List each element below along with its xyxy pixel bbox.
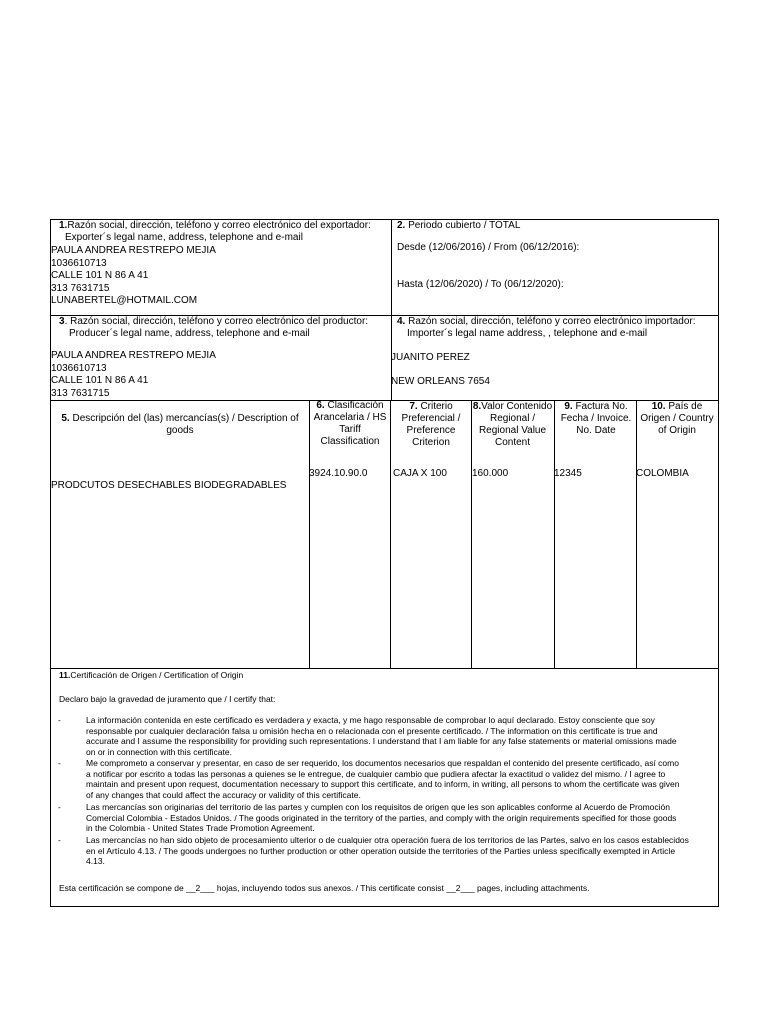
bullet-dash: -: [58, 802, 61, 812]
divider: [309, 400, 310, 668]
divider: [636, 400, 637, 668]
producer-title: [59, 316, 368, 329]
country-of-origin: COLOMBIA: [636, 468, 689, 479]
label: Certificación de Origen / Certification of Origin: [70, 670, 244, 680]
col-header-description: [53, 413, 307, 437]
producer-phone: 313 7631715: [51, 387, 110, 399]
producer-name: PAULA ANDREA RESTREPO MEJIA: [51, 350, 216, 361]
col-header-hs-classification: [311, 400, 389, 448]
importer-title-en: Importer´s legal name address, , telephone and e-mail: [407, 328, 648, 339]
box-number: 8.: [472, 401, 482, 412]
box-number: 10.: [651, 401, 666, 412]
bullet-dash: -: [58, 715, 61, 725]
box-number: 5.: [61, 413, 70, 424]
col-header-invoice: [559, 401, 633, 437]
box-number: 1.: [59, 220, 68, 231]
invoice-number: 12345: [554, 468, 582, 479]
certificate-of-origin-form: [50, 219, 719, 907]
certification-declaration: Declaro bajo la gravedad de juramento que / I certify that:: [59, 694, 276, 704]
statement-line: en el Artículo 4.13. / The goods undergoes no further production or other operation outside the territories of the Parties unless specifically exempted in Article: [86, 845, 676, 856]
label: Clasificación Arancelaria / HS Tariff Classification: [313, 400, 387, 447]
statement-line: a notificar por escrito a todas las personas a quienes se le entregue, de cualquier cambio que pudiera afectar la exactitud o validez del mismo. / I agree to: [86, 768, 666, 779]
box-number: 2.: [397, 220, 406, 231]
statement-line: Las mercancías no han sido objeto de procesamiento ulterior o de cualquier otra operación fuera de los territorios de las Partes, salvo en los casos establecidos: [86, 835, 689, 845]
period-title: [397, 220, 520, 233]
statement-line: on or in connection with this certificate.: [86, 746, 232, 757]
exporter-phone: 313 7631715: [51, 282, 110, 294]
exporter-title-en: Exporter´s legal name, address, telephone and e-mail: [65, 232, 303, 243]
box-number: 3: [59, 316, 65, 327]
period-from: Desde (12/06/2016) / From (06/12/2016):: [397, 242, 580, 253]
statement-line: of any changes that could affect the accuracy or validity of this certificate.: [86, 789, 361, 800]
exporter-email: LUNABERTEL@HOTMAIL.COM: [51, 295, 198, 307]
producer-address: CALLE 101 N 86 A 41: [51, 375, 149, 387]
label: Factura No. Fecha / Invoice. No. Date: [560, 401, 632, 436]
exporter-address: CALLE 101 N 86 A 41: [51, 270, 149, 282]
box-number: 7.: [409, 401, 418, 412]
divider: [554, 400, 555, 668]
divider: [390, 400, 391, 668]
producer-title-en: Producer´s legal name, address, telephone and e-mail: [69, 328, 310, 339]
divider: [51, 668, 718, 669]
statement-line: Comercial Colombia - Estados Unidos. / The goods originated in the territory of the parties, and comply with the origin requirements specified for those goods: [86, 812, 677, 823]
pages-count-statement: Esta certificación se compone de __2___ hojas, incluyendo todos sus anexos. / This certificate consist __2___ pages, including attachments.: [59, 883, 590, 893]
divider: [391, 220, 392, 400]
certification-title: [59, 670, 243, 681]
statement-line: in the Colombia - United States Trade Promotion Agreement.: [86, 823, 315, 834]
bullet-dash: -: [58, 835, 61, 845]
statement-line: Las mercancías son originarias del territorio de las partes y cumplen con los requisitos de origen que les son aplicables conforme al Acuerdo de Promoción: [86, 802, 670, 812]
label: Periodo cubierto / TOTAL: [408, 220, 521, 231]
bullet-dash: -: [58, 758, 61, 768]
label: País de Origen / Country of Origin: [640, 401, 714, 436]
statement-line: accurate and I assume the responsibility for providing such representations. I understand that I am liable for any false statements or material omissions made: [86, 736, 677, 747]
box-number: 9.: [564, 401, 573, 412]
label: Criterio Preferencial / Preference Criterion: [401, 401, 461, 448]
statement-line: responsable por cualquier declaración falsa u omisión hecha en o relacionada con el presente certificado. / The information on this certificate is true and: [86, 725, 658, 736]
box-number: 6.: [316, 400, 325, 411]
hs-code: 3924.10.90.0: [309, 468, 368, 479]
label: Razón social, dirección, teléfono y correo electrónico importador:: [408, 316, 696, 327]
col-header-regional-value: [472, 401, 553, 449]
importer-address: NEW ORLEANS 7654: [391, 376, 490, 387]
box-number: 4.: [397, 316, 406, 327]
importer-name: JUANITO PEREZ: [391, 352, 470, 363]
col-header-country-origin: [637, 401, 717, 437]
label: Razón social, dirección, teléfono y correo electrónico del exportador:: [67, 220, 371, 231]
exporter-name: PAULA ANDREA RESTREPO MEJIA: [51, 245, 216, 256]
regional-value-content: 160.000: [472, 468, 509, 479]
goods-description: PRODCUTOS DESECHABLES BIODEGRADABLES: [51, 480, 287, 491]
statement-line: Me comprometo a conservar y presentar, en caso de ser requerido, los documentos necesarios que respaldan el contenido del presente certificado, así como: [86, 758, 679, 768]
statement-line: La información contenida en este certificado es verdadera y exacta, y me hago responsable de comprobar lo aquí declarado. Estoy consciente que soy: [86, 715, 655, 725]
producer-id: 1036610713: [51, 362, 107, 374]
importer-title: [397, 316, 696, 329]
label: . Razón social, dirección, teléfono y correo electrónico del productor:: [64, 316, 369, 327]
statement-line: 4.13.: [86, 856, 105, 867]
preference-criterion-value: CAJA X 100: [393, 468, 447, 479]
exporter-title: [59, 220, 371, 233]
exporter-id: 1036610713: [51, 257, 107, 269]
label: Valor Contenido Regional / Regional Value Content: [478, 401, 553, 448]
label: Descripción del (las) mercancías(s) / Description of goods: [72, 413, 299, 436]
period-to: Hasta (12/06/2020) / To (06/12/2020):: [397, 279, 564, 290]
statement-line: maintain and present upon request, documentation necessary to support this certificate, and to inform, in writing, all persons to whom the certificate was given: [86, 779, 680, 790]
box-number: 11.: [59, 670, 71, 680]
col-header-preference-criterion: [393, 401, 469, 449]
